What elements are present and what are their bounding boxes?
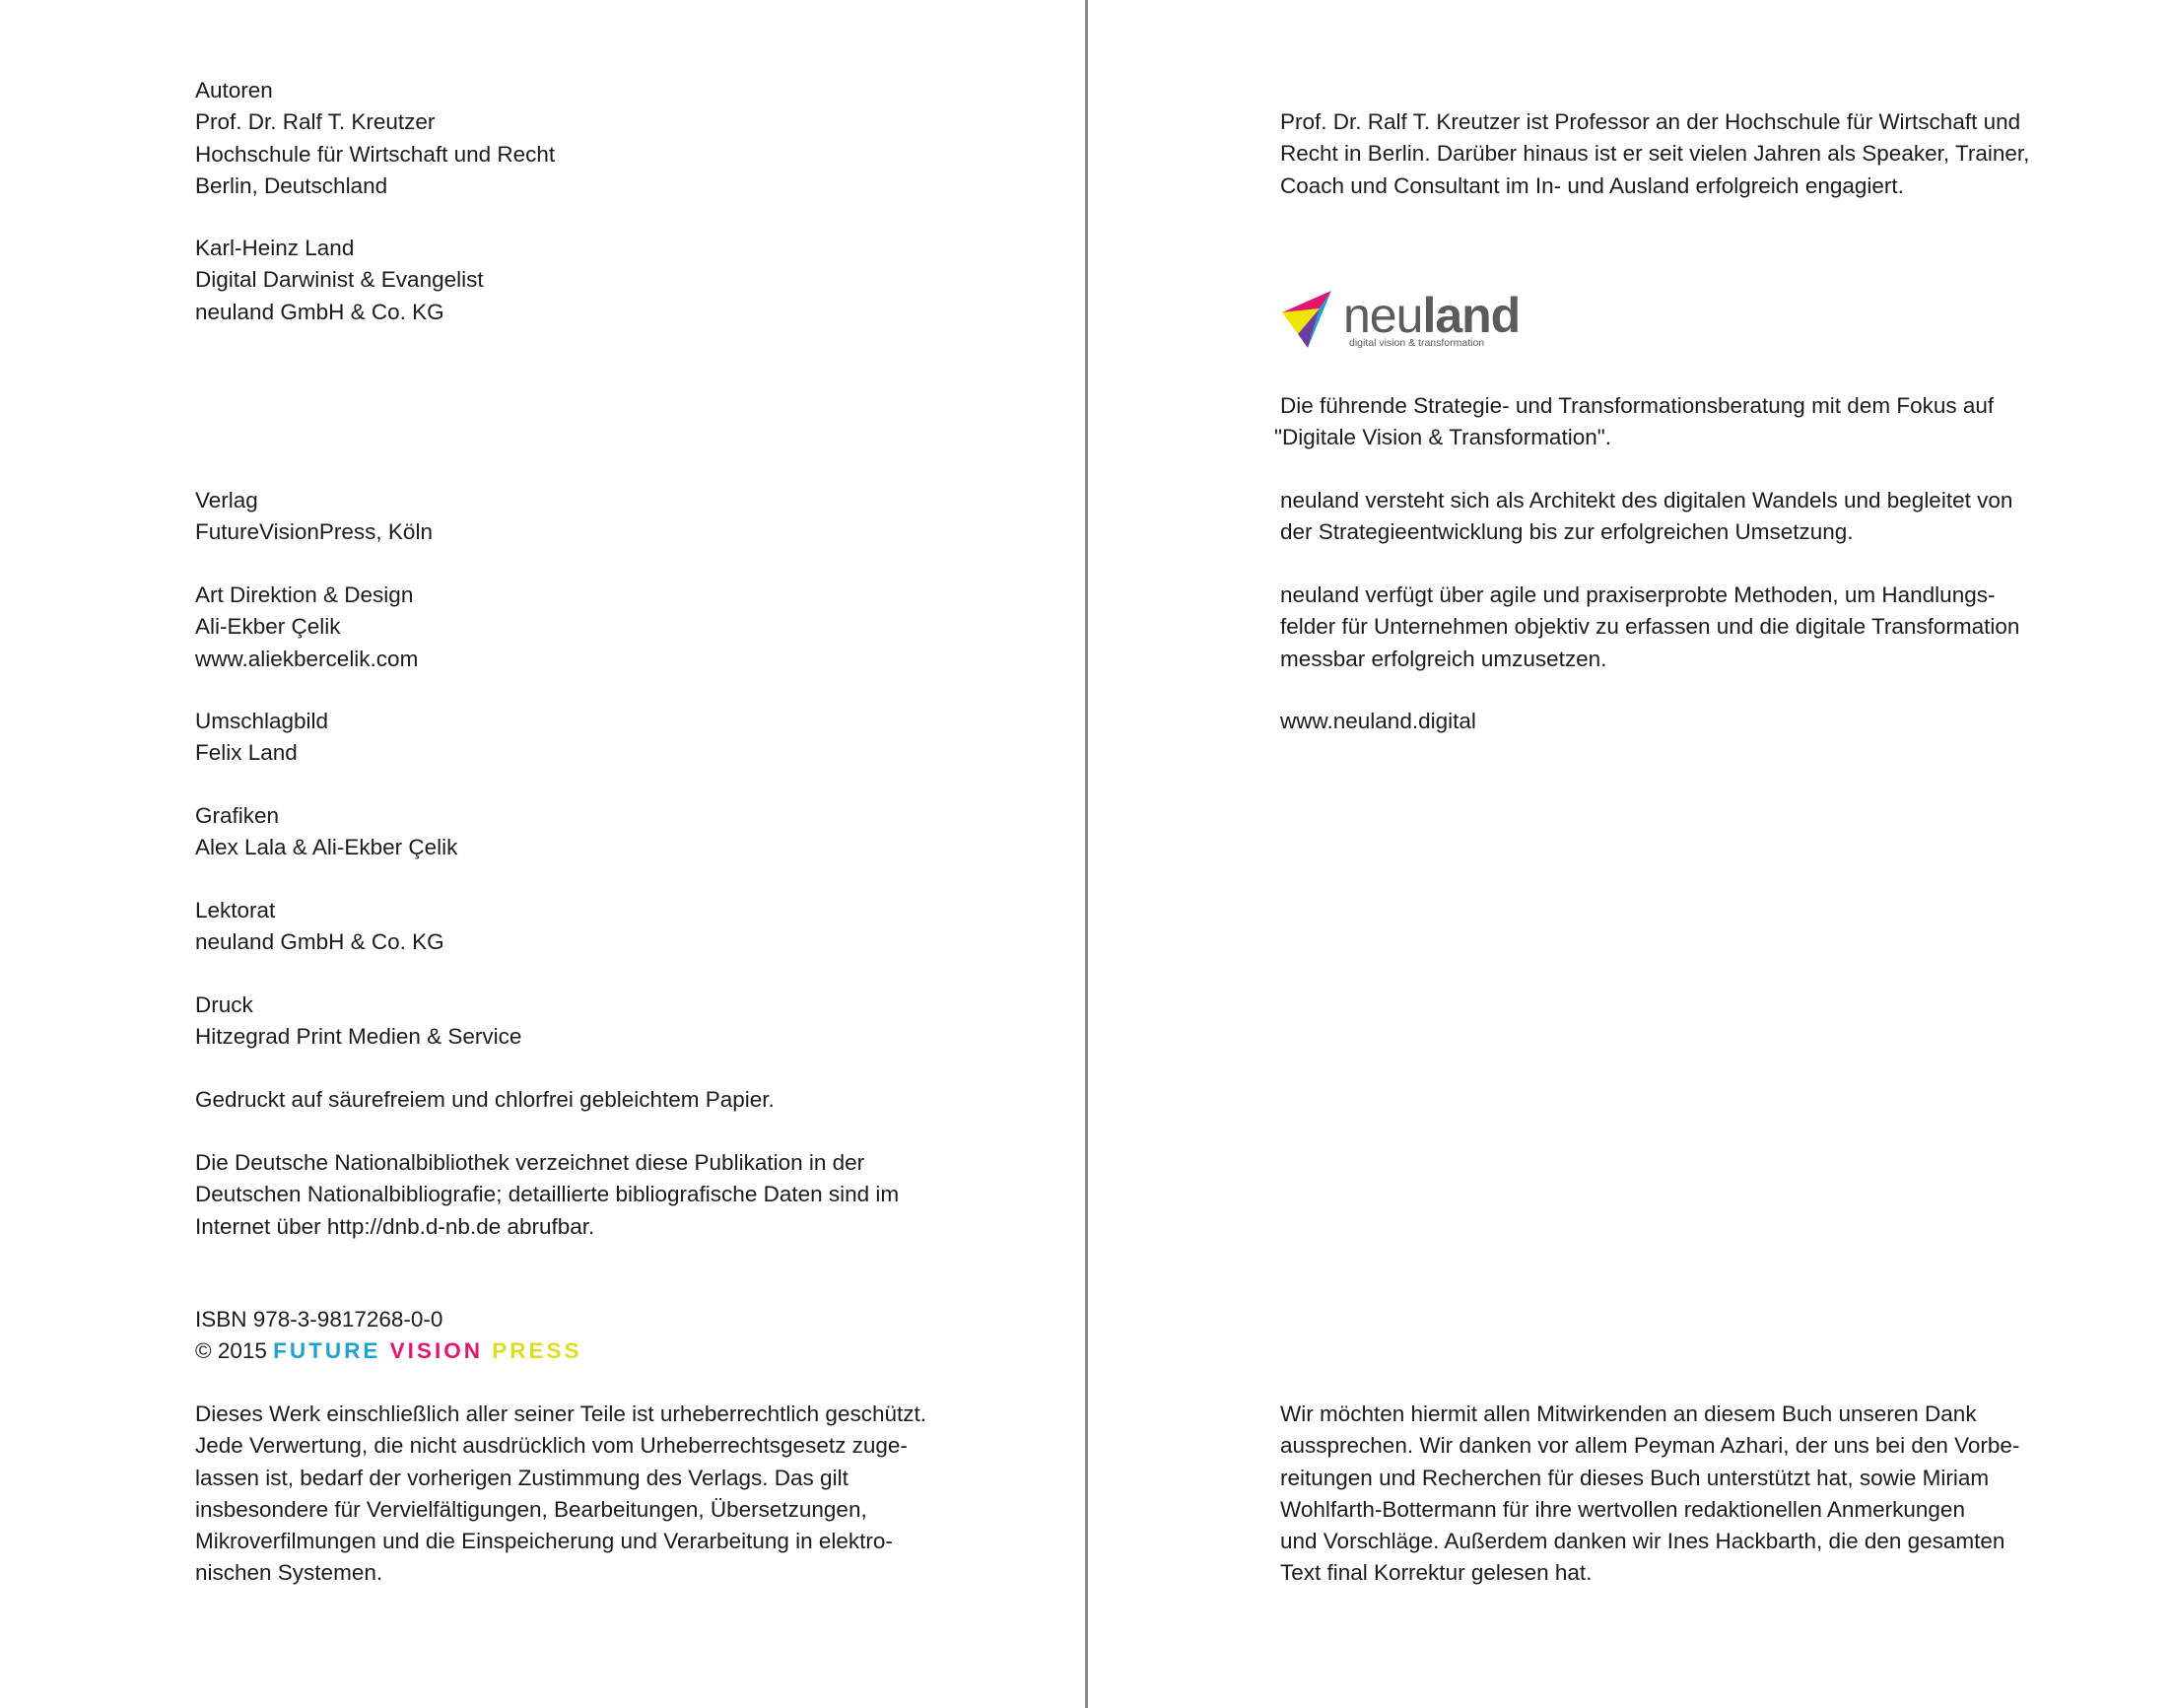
- logo-word-light: neu: [1343, 288, 1423, 343]
- art-direction-name: Ali-Ekber Çelik: [195, 614, 341, 640]
- neuland-tagline: digital vision & transformation: [1349, 337, 1485, 349]
- rights-note-line: lassen ist, bedarf der vorherigen Zustimmung des Verlags. Das gilt: [195, 1465, 849, 1490]
- bio-line: Coach und Consultant im In- und Ausland erfolgreich engagiert.: [1280, 172, 1904, 198]
- thanks-line: Wir möchten hiermit allen Mitwirkenden an diesem Buch unseren Dank: [1280, 1401, 1977, 1426]
- coauthor-name: Karl-Heinz Land: [195, 236, 355, 260]
- thanks-line: und Vorschläge. Außerdem danken wir Ines Hackbarth, die den gesamten: [1280, 1529, 2005, 1554]
- cover-value: Felix Land: [195, 740, 298, 766]
- graphics-heading: Grafiken: [195, 803, 280, 828]
- para2-line: neuland versteht sich als Architekt des digitalen Wandels und begleitet von: [1280, 488, 2013, 512]
- author-location: Berlin, Deutschland: [195, 172, 388, 198]
- authors-block: [195, 75, 555, 202]
- cover-block: [195, 706, 328, 770]
- thanks-line: aussprechen. Wir danken vor allem Peyman Azhari, der uns bei den Vorbe-: [1280, 1433, 2020, 1459]
- copyright-prefix: © 2015: [195, 1338, 267, 1364]
- copyright-line: [195, 1335, 582, 1367]
- paper-note: [195, 1084, 775, 1116]
- rights-note-line: Jede Verwertung, die nicht ausdrücklich vom Urheberrechtsgesetz zuge-: [195, 1433, 908, 1459]
- art-direction-url[interactable]: www.aliekbercelik.com: [195, 646, 419, 671]
- dnb-note-line: Deutschen Nationalbibliografie; detaillierte bibliografische Daten sind im: [195, 1182, 900, 1207]
- publisher-value: FutureVisionPress, Köln: [195, 519, 433, 545]
- brand-press: PRESS: [492, 1338, 582, 1364]
- intro-line: "Digitale Vision & Transformation".: [1274, 425, 1611, 450]
- print-value: Hitzegrad Print Medien & Service: [195, 1024, 522, 1050]
- left-page: [0, 0, 1085, 1708]
- paper-note-text: Gedruckt auf säurefreiem und chlorfrei gebleichtem Papier.: [195, 1087, 775, 1112]
- bio-line: Prof. Dr. Ralf T. Kreutzer ist Professor an der Hochschule für Wirtschaft und: [1280, 109, 2021, 134]
- print-block: [195, 990, 521, 1054]
- cover-heading: Umschlagbild: [195, 709, 329, 733]
- thanks-line: Wohlfarth-Bottermann für ihre wertvollen redaktionellen Anmerkungen: [1280, 1496, 1965, 1522]
- para2-line: der Strategieentwicklung bis zur erfolgreichen Umsetzung.: [1280, 519, 1854, 545]
- dnb-note: [195, 1147, 899, 1243]
- thanks-line: reitungen und Recherchen für dieses Buch unterstützt hat, sowie Miriam: [1280, 1465, 1990, 1490]
- rights-note: [195, 1399, 926, 1590]
- coauthor-block: [195, 233, 484, 328]
- para3-line: felder für Unternehmen objektiv zu erfassen und die digitale Transformation: [1280, 614, 2020, 640]
- editing-block: [195, 895, 444, 959]
- rights-note-line: nischen Systemen.: [195, 1560, 383, 1586]
- neuland-intro: [1274, 390, 1995, 454]
- editing-heading: Lektorat: [195, 898, 276, 922]
- brand-future: FUTURE: [273, 1338, 381, 1364]
- authors-heading: Autoren: [195, 78, 273, 102]
- para3-line: messbar erfolgreich umzusetzen.: [1280, 646, 1607, 671]
- bio-line: Recht in Berlin. Darüber hinaus ist er seit vielen Jahren als Speaker, Trainer,: [1280, 141, 2030, 167]
- editing-value: neuland GmbH & Co. KG: [195, 929, 444, 955]
- coauthor-company: neuland GmbH & Co. KG: [195, 299, 444, 324]
- neuland-para3: [1280, 580, 2019, 675]
- publisher-block: [195, 485, 433, 549]
- page-gutter: [1085, 0, 1088, 1708]
- neuland-arrow-icon: [1280, 291, 1345, 350]
- future-vision-press-logo: [273, 1338, 581, 1363]
- intro-line: Die führende Strategie- und Transformationsberatung mit dem Fokus auf: [1280, 393, 1995, 418]
- print-heading: Druck: [195, 992, 253, 1017]
- art-direction-heading: Art Direktion & Design: [195, 582, 414, 607]
- author-name: Prof. Dr. Ralf T. Kreutzer: [195, 109, 436, 135]
- isbn: ISBN 978-3-9817268-0-0: [195, 1307, 443, 1332]
- neuland-logo: [1280, 288, 1527, 356]
- author-bio: [1280, 106, 2029, 202]
- neuland-website-link[interactable]: www.neuland.digital: [1280, 709, 1476, 733]
- graphics-block: [195, 800, 457, 864]
- right-page: [1089, 0, 2173, 1708]
- coauthor-title: Digital Darwinist & Evangelist: [195, 267, 484, 293]
- dnb-note-line: Die Deutsche Nationalbibliothek verzeichnet diese Publikation in der: [195, 1150, 865, 1175]
- author-affiliation: Hochschule für Wirtschaft und Recht: [195, 141, 556, 167]
- neuland-para2: [1280, 485, 2012, 549]
- brand-vision: VISION: [389, 1338, 483, 1364]
- thanks-line: Text final Korrektur gelesen hat.: [1280, 1560, 1593, 1586]
- rights-note-line: Dieses Werk einschließlich aller seiner Teile ist urheberrechtlich geschützt.: [195, 1401, 926, 1426]
- logo-word-bold: land: [1422, 288, 1521, 343]
- acknowledgements: [1280, 1399, 2019, 1590]
- rights-note-line: insbesondere für Vervielfältigungen, Bearbeitungen, Übersetzungen,: [195, 1496, 867, 1522]
- publisher-heading: Verlag: [195, 488, 258, 512]
- dnb-note-line: Internet über http://dnb.d-nb.de abrufbar.: [195, 1213, 595, 1239]
- graphics-value: Alex Lala & Ali-Ekber Çelik: [195, 835, 458, 860]
- rights-note-line: Mikroverfilmungen und die Einspeicherung und Verarbeitung in elektro-: [195, 1529, 893, 1554]
- isbn-block: [195, 1304, 582, 1368]
- para3-line: neuland verfügt über agile und praxiserprobte Methoden, um Handlungs-: [1280, 582, 1996, 607]
- art-direction-block: [195, 580, 418, 675]
- neuland-website-block: [1280, 706, 1476, 737]
